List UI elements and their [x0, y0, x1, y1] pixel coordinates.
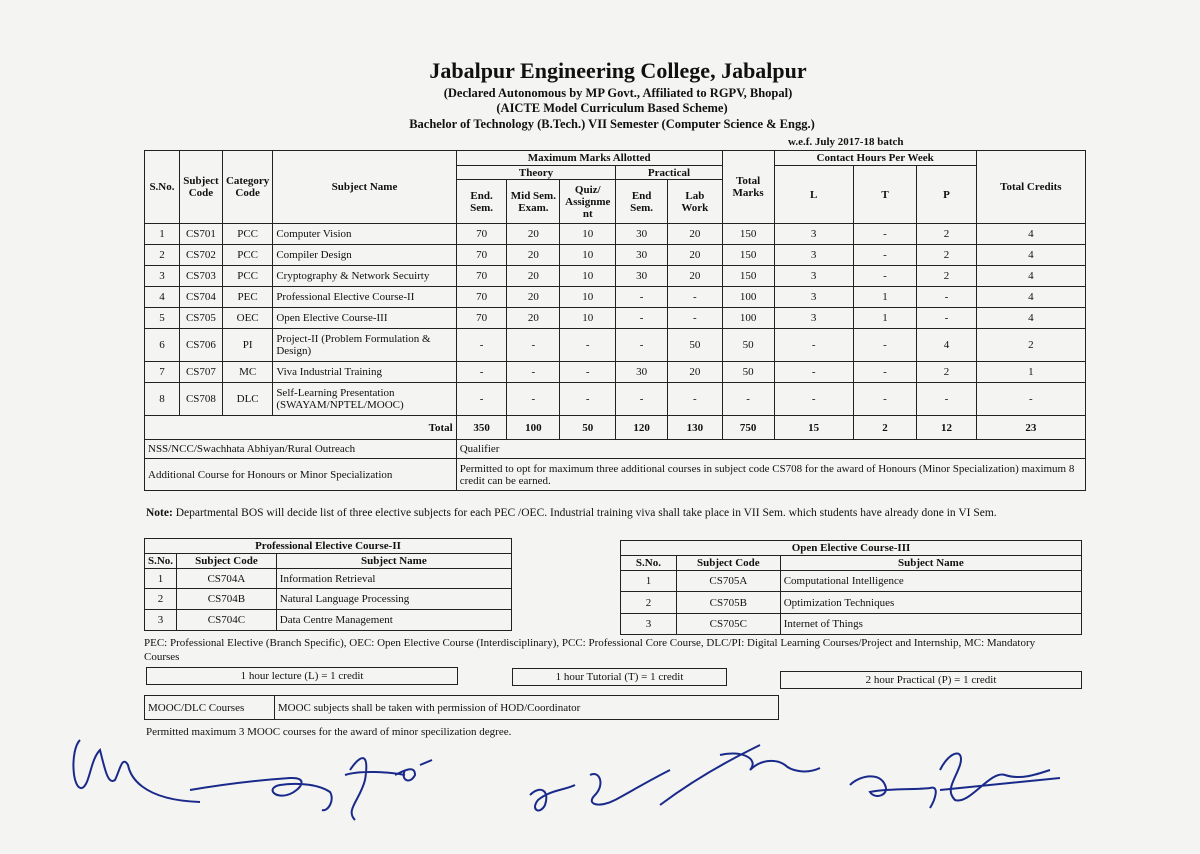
cell-mid-sem: -: [507, 329, 560, 362]
cell-category: PCC: [222, 224, 272, 245]
signature-4: [530, 770, 670, 810]
total-credits: 23: [976, 416, 1085, 440]
oec-header-sno: S.No.: [621, 556, 677, 571]
header-t: T: [853, 166, 916, 224]
cell-category: PCC: [222, 266, 272, 287]
cell-total-marks: 150: [722, 245, 774, 266]
cell-subject-name: Viva Industrial Training: [273, 362, 456, 383]
cell-sno: 8: [145, 383, 180, 416]
cell-sno: 2: [145, 589, 177, 610]
oec-header-code: Subject Code: [676, 556, 780, 571]
cell-code: CS701: [179, 224, 222, 245]
cell-p: 2: [917, 245, 977, 266]
tutorial-credit-box: 1 hour Tutorial (T) = 1 credit: [512, 668, 727, 686]
permitted-note: Permitted maximum 3 MOOC courses for the award of minor specilization degree.: [146, 726, 512, 738]
cell-practical-end: 30: [616, 224, 668, 245]
cell-l: 3: [774, 308, 853, 329]
cell-credits: 4: [976, 224, 1085, 245]
cell-mid-sem: 20: [507, 308, 560, 329]
table-row: [145, 362, 1086, 383]
cell-l: -: [774, 383, 853, 416]
header-contact-hours: Contact Hours Per Week: [774, 151, 976, 166]
cell-end-sem: -: [456, 329, 507, 362]
college-title: Jabalpur Engineering College, Jabalpur: [429, 58, 807, 83]
header-quiz: Quiz/ Assignme nt: [560, 180, 616, 224]
cell-mid-sem: 20: [507, 245, 560, 266]
cell-t: -: [853, 224, 916, 245]
cell-mid-sem: -: [507, 383, 560, 416]
cell-lab-work: 20: [667, 266, 722, 287]
cell-total-marks: 150: [722, 224, 774, 245]
cell-credits: 4: [976, 308, 1085, 329]
cell-mid-sem: 20: [507, 266, 560, 287]
signature-3: [345, 758, 432, 820]
header-theory: Theory: [456, 166, 616, 180]
scheme-table: [144, 150, 1086, 491]
cell-quiz: 10: [560, 308, 616, 329]
cell-credits: -: [976, 383, 1085, 416]
nss-label: NSS/NCC/Swachhata Abhiyan/Rural Outreach: [145, 440, 457, 459]
cell-credits: 1: [976, 362, 1085, 383]
cell-credits: 2: [976, 329, 1085, 362]
cell-quiz: -: [560, 362, 616, 383]
cell-t: -: [853, 383, 916, 416]
header-mid-sem: Mid Sem. Exam.: [507, 180, 560, 224]
signature-7: [940, 754, 1060, 801]
cell-total-marks: 100: [722, 308, 774, 329]
cell-practical-end: -: [616, 287, 668, 308]
cell-subject-name: Computational Intelligence: [780, 571, 1081, 592]
cell-t: -: [853, 245, 916, 266]
cell-category: OEC: [222, 308, 272, 329]
total-marks: 750: [722, 416, 774, 440]
signature-2: [190, 778, 332, 810]
cell-sno: 7: [145, 362, 180, 383]
total-end-sem: 350: [456, 416, 507, 440]
cell-subject-name: Optimization Techniques: [780, 592, 1081, 614]
cell-sno: 4: [145, 287, 180, 308]
cell-l: 3: [774, 245, 853, 266]
cell-subject-name: Internet of Things: [780, 614, 1081, 635]
cell-subject-name: Information Retrieval: [276, 569, 511, 589]
table-row: [145, 569, 512, 589]
cell-credits: 4: [976, 287, 1085, 308]
mooc-label: MOOC/DLC Courses: [145, 696, 275, 720]
cell-p: -: [917, 287, 977, 308]
cell-category: MC: [222, 362, 272, 383]
cell-lab-work: -: [667, 308, 722, 329]
cell-total-marks: 50: [722, 329, 774, 362]
cell-quiz: -: [560, 329, 616, 362]
pec-table: [144, 538, 512, 631]
mooc-table: [144, 695, 779, 720]
cell-end-sem: 70: [456, 308, 507, 329]
cell-subject-name: Data Centre Management: [276, 610, 511, 631]
cell-quiz: -: [560, 383, 616, 416]
cell-lab-work: 20: [667, 224, 722, 245]
cell-sno: 1: [145, 569, 177, 589]
cell-sno: 3: [145, 610, 177, 631]
pec-header-name: Subject Name: [276, 554, 511, 569]
header-subject-code: Subject Code: [179, 151, 222, 224]
cell-sno: 6: [145, 329, 180, 362]
cell-category: PI: [222, 329, 272, 362]
cell-end-sem: 70: [456, 245, 507, 266]
table-row: [621, 614, 1082, 635]
cell-subject-name: Project-II (Problem Formulation & Design): [273, 329, 456, 362]
cell-subject-name: Compiler Design: [273, 245, 456, 266]
header-total-marks: Total Marks: [722, 151, 774, 224]
honours-value: Permitted to opt for maximum three additional courses in subject code CS708 for the award of Honours (Minor Specialization) maximum 8 credit can be earned.: [456, 459, 1085, 491]
signatures: [60, 730, 1060, 830]
table-row: [621, 592, 1082, 614]
total-row: [145, 416, 1086, 440]
cell-code: CS708: [179, 383, 222, 416]
oec-header-name: Subject Name: [780, 556, 1081, 571]
cell-end-sem: 70: [456, 266, 507, 287]
pec-header-code: Subject Code: [177, 554, 277, 569]
cell-subject-name: Open Elective Course-III: [273, 308, 456, 329]
header-subject-name: Subject Name: [273, 151, 456, 224]
cell-code: CS704C: [177, 610, 277, 631]
cell-p: 4: [917, 329, 977, 362]
header-l: L: [774, 166, 853, 224]
header-end-sem: End. Sem.: [456, 180, 507, 224]
cell-practical-end: -: [616, 308, 668, 329]
cell-l: 3: [774, 287, 853, 308]
header-lab-work: Lab Work: [667, 180, 722, 224]
cell-code: CS702: [179, 245, 222, 266]
table-row: [145, 589, 512, 610]
cell-quiz: 10: [560, 287, 616, 308]
nss-value: Qualifier: [456, 440, 1085, 459]
cell-t: -: [853, 329, 916, 362]
note: [146, 507, 1186, 519]
cell-category: PEC: [222, 287, 272, 308]
cell-code: CS704: [179, 287, 222, 308]
cell-end-sem: -: [456, 383, 507, 416]
cell-code: CS706: [179, 329, 222, 362]
cell-t: 1: [853, 308, 916, 329]
cell-subject-name: Natural Language Processing: [276, 589, 511, 610]
cell-credits: 4: [976, 245, 1085, 266]
nss-row: [145, 440, 1086, 459]
cell-mid-sem: 20: [507, 224, 560, 245]
table-row: [145, 266, 1086, 287]
cell-practical-end: -: [616, 383, 668, 416]
cell-sno: 3: [621, 614, 677, 635]
cell-lab-work: 50: [667, 329, 722, 362]
table-row: [621, 571, 1082, 592]
cell-p: -: [917, 308, 977, 329]
cell-code: CS704B: [177, 589, 277, 610]
table-row: [145, 610, 512, 631]
total-label: Total: [145, 416, 457, 440]
cell-practical-end: -: [616, 329, 668, 362]
cell-quiz: 10: [560, 266, 616, 287]
total-lab-work: 130: [667, 416, 722, 440]
header-practical: Practical: [616, 166, 722, 180]
cell-practical-end: 30: [616, 266, 668, 287]
cell-subject-name: Cryptography & Network Secuirty: [273, 266, 456, 287]
header-sno: S.No.: [145, 151, 180, 224]
cell-l: -: [774, 329, 853, 362]
signature-6: [850, 776, 936, 808]
cell-code: CS705C: [676, 614, 780, 635]
cell-total-marks: -: [722, 383, 774, 416]
cell-p: 2: [917, 362, 977, 383]
total-t: 2: [853, 416, 916, 440]
total-mid-sem: 100: [507, 416, 560, 440]
scheme-line: (AICTE Model Curriculum Based Scheme): [496, 101, 728, 115]
cell-l: -: [774, 362, 853, 383]
cell-t: 1: [853, 287, 916, 308]
cell-sno: 1: [145, 224, 180, 245]
program-line: Bachelor of Technology (B.Tech.) VII Semester (Computer Science & Engg.): [409, 117, 815, 131]
cell-lab-work: 20: [667, 362, 722, 383]
cell-end-sem: 70: [456, 224, 507, 245]
honours-label: Additional Course for Honours or Minor Specialization: [145, 459, 457, 491]
table-row: [145, 329, 1086, 362]
cell-code: CS705: [179, 308, 222, 329]
header-practical-end-sem: End Sem.: [616, 180, 668, 224]
cell-total-marks: 150: [722, 266, 774, 287]
cell-subject-name: Professional Elective Course-II: [273, 287, 456, 308]
cell-l: 3: [774, 266, 853, 287]
pec-header-sno: S.No.: [145, 554, 177, 569]
cell-quiz: 10: [560, 224, 616, 245]
total-p: 12: [917, 416, 977, 440]
total-l: 15: [774, 416, 853, 440]
table-row: [145, 287, 1086, 308]
honours-row: [145, 459, 1086, 491]
cell-practical-end: 30: [616, 362, 668, 383]
abbreviation-legend: PEC: Professional Elective (Branch Specific), OEC: Open Elective Course (Interdisciplinary), PCC: Professional Core Course, DLC/PI: Digital Learning Courses/Project and Internship, MC: Mandatory Courses: [144, 637, 1036, 663]
cell-t: -: [853, 362, 916, 383]
cell-end-sem: 70: [456, 287, 507, 308]
total-quiz: 50: [560, 416, 616, 440]
cell-practical-end: 30: [616, 245, 668, 266]
cell-lab-work: 20: [667, 245, 722, 266]
cell-code: CS703: [179, 266, 222, 287]
total-practical-end: 120: [616, 416, 668, 440]
cell-l: 3: [774, 224, 853, 245]
cell-sno: 5: [145, 308, 180, 329]
note-label: Note:: [146, 507, 173, 519]
cell-sno: 3: [145, 266, 180, 287]
cell-sno: 1: [621, 571, 677, 592]
cell-lab-work: -: [667, 383, 722, 416]
signature-marks: [73, 740, 1060, 820]
cell-end-sem: -: [456, 362, 507, 383]
mooc-text: MOOC subjects shall be taken with permission of HOD/Coordinator: [274, 696, 778, 720]
signature-5: [660, 745, 820, 805]
cell-lab-work: -: [667, 287, 722, 308]
declared-line: (Declared Autonomous by MP Govt., Affiliated to RGPV, Bhopal): [443, 86, 793, 100]
table-row: [145, 308, 1086, 329]
cell-sno: 2: [621, 592, 677, 614]
cell-subject-name: Computer Vision: [273, 224, 456, 245]
practical-credit-box: 2 hour Practical (P) = 1 credit: [780, 671, 1082, 689]
oec-title: Open Elective Course-III: [621, 541, 1082, 556]
table-row: [145, 383, 1086, 416]
cell-category: PCC: [222, 245, 272, 266]
cell-total-marks: 100: [722, 287, 774, 308]
header-max-marks: Maximum Marks Allotted: [456, 151, 722, 166]
table-row: [145, 245, 1086, 266]
header-total-credits: Total Credits: [976, 151, 1085, 224]
table-row: [145, 224, 1086, 245]
lecture-credit-box: 1 hour lecture (L) = 1 credit: [146, 667, 458, 685]
cell-p: 2: [917, 266, 977, 287]
signature-1: [73, 740, 200, 802]
cell-subject-name: Self-Learning Presentation (SWAYAM/NPTEL/MOOC): [273, 383, 456, 416]
cell-code: CS704A: [177, 569, 277, 589]
pec-title: Professional Elective Course-II: [145, 539, 512, 554]
oec-table: [620, 540, 1082, 635]
cell-code: CS705B: [676, 592, 780, 614]
cell-mid-sem: -: [507, 362, 560, 383]
cell-quiz: 10: [560, 245, 616, 266]
header-category-code: Category Code: [222, 151, 272, 224]
cell-credits: 4: [976, 266, 1085, 287]
cell-p: -: [917, 383, 977, 416]
cell-category: DLC: [222, 383, 272, 416]
note-text: Departmental BOS will decide list of three elective subjects for each PEC /OEC. Industrial training viva shall take place in VII Sem. which students have already done in VI Sem.: [175, 507, 997, 519]
cell-code: CS705A: [676, 571, 780, 592]
cell-p: 2: [917, 224, 977, 245]
cell-sno: 2: [145, 245, 180, 266]
cell-t: -: [853, 266, 916, 287]
cell-total-marks: 50: [722, 362, 774, 383]
cell-mid-sem: 20: [507, 287, 560, 308]
cell-code: CS707: [179, 362, 222, 383]
header-p: P: [917, 166, 977, 224]
wef-label: w.e.f. July 2017-18 batch: [788, 136, 904, 148]
